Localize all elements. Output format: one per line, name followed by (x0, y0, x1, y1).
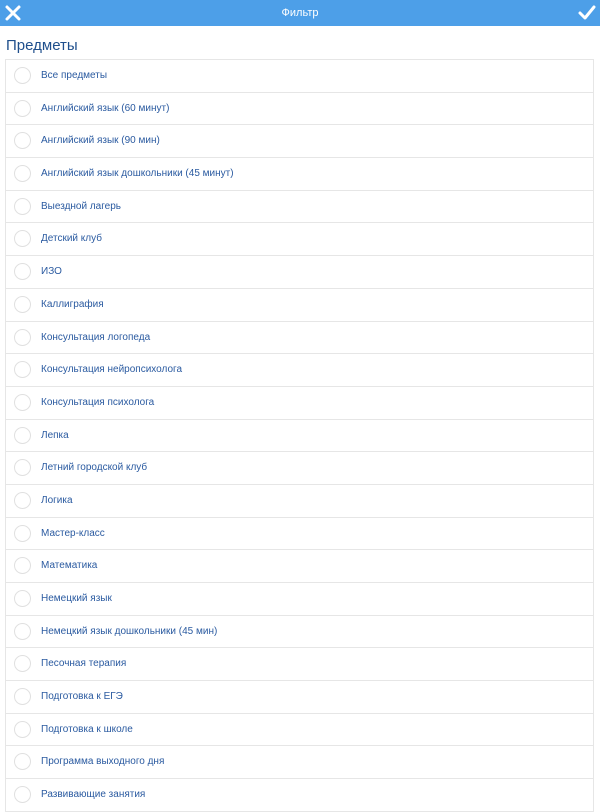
list-item-label: Английский язык (60 минут) (41, 102, 170, 114)
radio-button[interactable] (14, 459, 31, 476)
list-item[interactable] (6, 125, 593, 158)
list-item-label: Подготовка к ЕГЭ (41, 691, 123, 703)
list-item[interactable] (6, 681, 593, 714)
radio-button[interactable] (14, 492, 31, 509)
list-item-label: ИЗО (41, 266, 62, 278)
list-item[interactable] (6, 60, 593, 93)
header-title: Фильтр (281, 7, 319, 19)
list-item-label: Каллиграфия (41, 298, 104, 310)
list-item-label: Летний городской клуб (41, 462, 148, 474)
list-item[interactable] (6, 648, 593, 681)
radio-button[interactable] (14, 786, 31, 803)
list-item[interactable] (6, 485, 593, 518)
list-item-label: Мастер-класс (41, 527, 105, 539)
list-item[interactable] (6, 616, 593, 649)
list-item[interactable] (6, 93, 593, 126)
list-item[interactable] (6, 518, 593, 551)
radio-button[interactable] (14, 263, 31, 280)
radio-button[interactable] (14, 296, 31, 313)
list-item[interactable] (6, 256, 593, 289)
list-item[interactable] (6, 452, 593, 485)
list-item[interactable] (6, 550, 593, 583)
list-item-label: Математика (41, 560, 98, 572)
list-item[interactable] (6, 354, 593, 387)
checkmark-icon (574, 0, 600, 26)
list-item-label: Лепка (41, 429, 69, 441)
radio-button[interactable] (14, 394, 31, 411)
list-item-label: Английский язык (90 мин) (41, 135, 160, 147)
radio-button[interactable] (14, 67, 31, 84)
list-item[interactable] (6, 322, 593, 355)
radio-button[interactable] (14, 753, 31, 770)
list-item[interactable] (6, 387, 593, 420)
list-item[interactable] (6, 191, 593, 224)
radio-button[interactable] (14, 329, 31, 346)
list-item-label: Развивающие занятия (41, 789, 146, 801)
list-item-label: Программа выходного дня (41, 756, 165, 768)
list-item-label: Все предметы (41, 70, 108, 81)
radio-button[interactable] (14, 688, 31, 705)
radio-button[interactable] (14, 230, 31, 247)
list-item[interactable] (6, 420, 593, 453)
confirm-button[interactable] (574, 0, 600, 26)
list-item-label: Консультация психолога (41, 396, 155, 408)
list-item-label: Песочная терапия (41, 658, 127, 670)
list-item-label: Выездной лагерь (41, 200, 122, 212)
list-item[interactable] (6, 714, 593, 747)
list-item-label: Немецкий язык дошкольники (45 мин) (41, 625, 218, 637)
radio-button[interactable] (14, 590, 31, 607)
subject-list (5, 59, 594, 812)
radio-button[interactable] (14, 427, 31, 444)
radio-button[interactable] (14, 165, 31, 182)
list-item-label: Немецкий язык (41, 593, 112, 604)
list-item[interactable] (6, 583, 593, 616)
radio-button[interactable] (14, 623, 31, 640)
list-item-label: Детский клуб (41, 233, 102, 245)
list-item[interactable] (6, 746, 593, 779)
list-item[interactable] (6, 158, 593, 191)
radio-button[interactable] (14, 721, 31, 738)
radio-button[interactable] (14, 100, 31, 117)
radio-button[interactable] (14, 655, 31, 672)
radio-button[interactable] (14, 525, 31, 542)
list-item-label: Подготовка к школе (41, 723, 133, 735)
list-item[interactable] (6, 289, 593, 322)
list-item[interactable] (6, 223, 593, 256)
list-item-label: Логика (41, 494, 73, 506)
radio-button[interactable] (14, 198, 31, 215)
section-title: Предметы (6, 37, 78, 54)
radio-button[interactable] (14, 361, 31, 378)
list-item[interactable] (6, 779, 593, 812)
list-item-label: Консультация нейропсихолога (41, 364, 183, 376)
radio-button[interactable] (14, 557, 31, 574)
radio-button[interactable] (14, 132, 31, 149)
list-item-label: Английский язык дошкольники (45 минут) (41, 168, 234, 180)
top-bar (0, 0, 600, 26)
list-item-label: Консультация логопеда (41, 331, 151, 343)
